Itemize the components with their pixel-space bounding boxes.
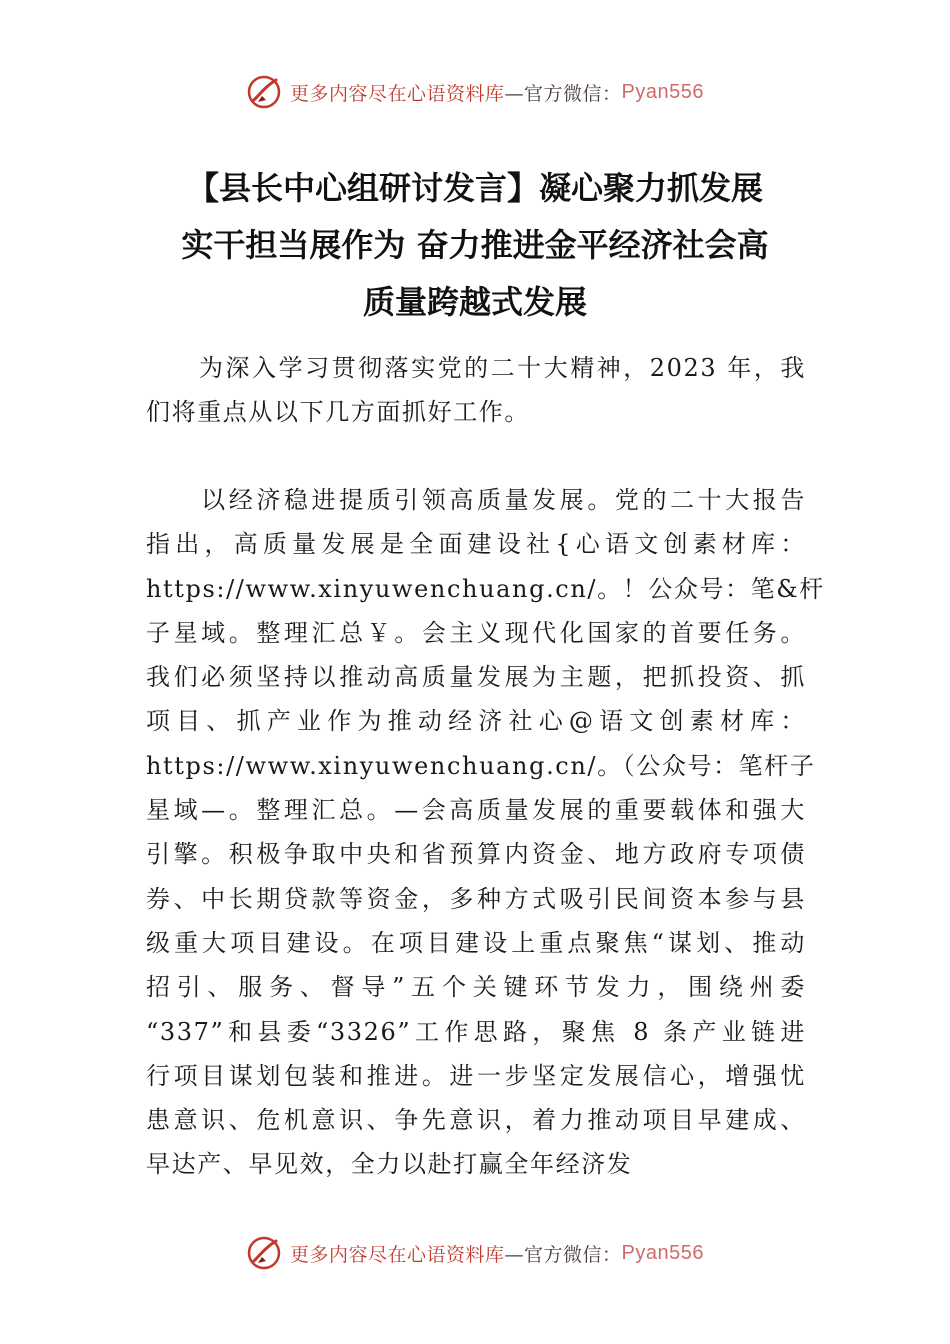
text-line: 星域—。整理汇总。—会高质量发展的重要载体和强大	[146, 796, 806, 825]
footer-banner	[0, 1231, 950, 1275]
text-line: 行项目谋划包装和推进。进一步坚定发展信心，增强忧	[146, 1061, 806, 1090]
pen-brush-logo-icon	[246, 1235, 282, 1271]
text-line: 指出，高质量发展是全面建设社{心语文创素材库：	[146, 530, 806, 559]
text-line: 级重大项目建设。在项目建设上重点聚焦“谋划、推动	[146, 928, 806, 957]
banner-text: 更多内容尽在心语资料库	[290, 1243, 505, 1266]
paragraph-intro	[146, 346, 806, 435]
text-line: 子星域。整理汇总￥。会主义现代化国家的首要任务。	[146, 618, 806, 647]
title-line: 实干担当展作为 奋力推进金平经济社会高	[181, 226, 769, 264]
text-line: 为深入学习贯彻落实党的二十大精神，2023 年，我	[146, 354, 806, 382]
banner-separator: —官方微信：	[504, 82, 622, 105]
text-line: 招引、服务、督导”五个关键环节发力，围绕州委	[146, 973, 806, 1002]
banner-wechat-id: Pyan556	[621, 80, 704, 103]
header-banner	[0, 70, 950, 114]
title-line: 质量跨越式发展	[362, 283, 587, 321]
text-line: 早达产、早见效，全力以赴打赢全年经济发	[146, 1150, 633, 1179]
banner-separator: —官方微信：	[504, 1243, 622, 1266]
banner-wechat-id: Pyan556	[621, 1241, 704, 1264]
text-line: 券、中长期贷款等资金，多种方式吸引民间资本参与县	[146, 884, 806, 913]
document-title	[120, 160, 830, 331]
text-line: 以经济稳进提质引领高质量发展。党的二十大报告	[146, 486, 806, 514]
text-line: 患意识、危机意识、争先意识，着力推动项目早建成、	[146, 1106, 806, 1135]
text-line: 项目、抓产业作为推动经济社心@语文创素材库：	[146, 707, 806, 736]
text-line: 引擎。积极争取中央和省预算内资金、地方政府专项债	[146, 840, 806, 869]
pen-brush-logo-icon	[246, 74, 282, 110]
paragraph-economy	[146, 478, 825, 1187]
banner-text: 更多内容尽在心语资料库	[290, 82, 505, 105]
text-line: 们将重点从以下几方面抓好工作。	[146, 398, 530, 427]
text-line: https://www.xinyuwenchuang.cn/。（公众号：笔杆子	[146, 751, 816, 780]
text-line: 我们必须坚持以推动高质量发展为主题，把抓投资、抓	[146, 663, 806, 692]
text-line: https://www.xinyuwenchuang.cn/。！公众号：笔&杆	[146, 574, 825, 603]
title-line: 【县长中心组研讨发言】凝心聚力抓发展	[186, 169, 763, 207]
text-line: “337”和县委“3326”工作思路，聚焦 8 条产业链进	[146, 1017, 806, 1046]
